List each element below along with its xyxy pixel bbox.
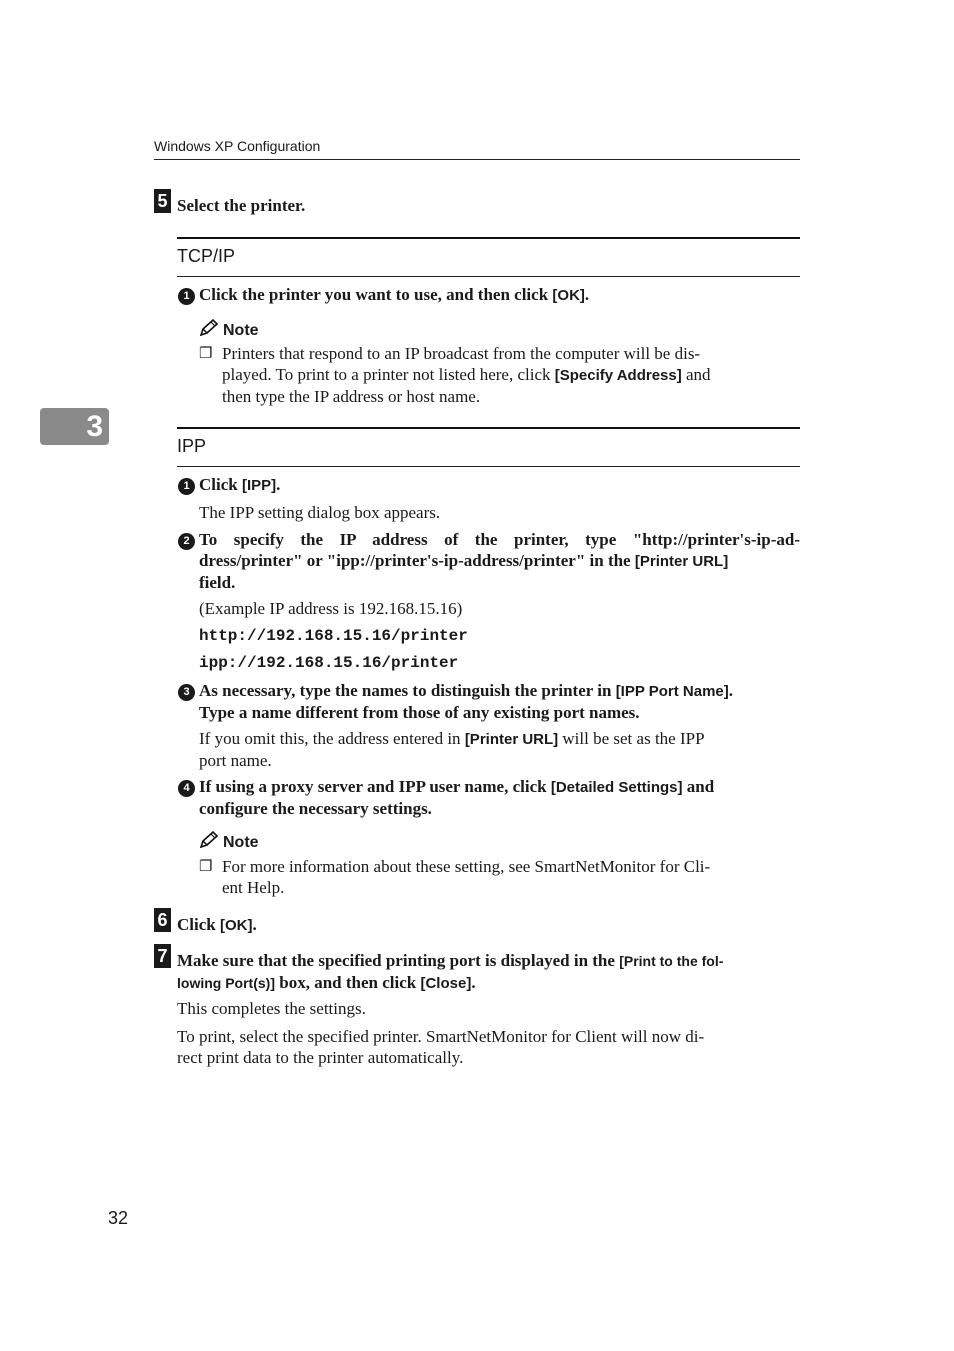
ipp-note-heading bbox=[199, 831, 259, 852]
ok-ref: [OK] bbox=[552, 287, 585, 304]
ipp-sub-2-text: To specify the IP address of the printer, type "http://printer's-ip-ad- dress/printer" or "ipp://printer's-ip-address/printer" in the [Printer URL] field. bbox=[199, 530, 800, 592]
ipp-top-rule bbox=[177, 427, 800, 429]
tcpip-note-heading bbox=[199, 319, 259, 340]
ipp-note-text: For more information about these setting, see SmartNetMonitor for Cli- ent Help. bbox=[222, 857, 711, 897]
running-header: Windows XP Configuration bbox=[154, 138, 321, 154]
tcpip-note-text: Printers that respond to an IP broadcast from the computer will be dis- played. To print to a printer not listed here, click [Specify Address] and then type the IP address or host name. bbox=[222, 344, 711, 406]
chapter-tab bbox=[40, 408, 109, 445]
close-ref: [Close] bbox=[420, 975, 472, 992]
specify-address-ref: [Specify Address] bbox=[554, 367, 682, 384]
printer-url-ref-2: [Printer URL] bbox=[464, 731, 559, 748]
ipp-sub-2-number: 2 bbox=[178, 533, 195, 550]
tcpip-heading: TCP/IP bbox=[177, 246, 236, 266]
ipp-sub-3-desc: If you omit this, the address entered in [Printer URL] will be set as the IPP port name. bbox=[199, 729, 705, 770]
note-label: Note bbox=[223, 322, 259, 339]
ipp-sub-1-number: 1 bbox=[178, 478, 195, 495]
step-7-text: Make sure that the specified printing port is displayed in the [Print to the fol- lowing Port(s)] box, and then click [Close]. bbox=[177, 951, 724, 992]
ipp-heading: IPP bbox=[177, 436, 207, 456]
page-number: 32 bbox=[108, 1208, 129, 1228]
ok-ref-2: [OK] bbox=[219, 917, 253, 934]
ipp-sub-1-desc: The IPP setting dialog box appears. bbox=[199, 503, 441, 522]
ipp-sub-4-text: If using a proxy server and IPP user name, click [Detailed Settings] and configure the necessary settings. bbox=[199, 777, 715, 818]
header-rule bbox=[154, 159, 800, 160]
step-6-text: Click [OK]. bbox=[177, 915, 257, 934]
pencil-icon bbox=[199, 319, 219, 337]
checkbox-bullet-icon: ❐ bbox=[199, 859, 213, 875]
step-5-text: Select the printer. bbox=[177, 196, 306, 215]
tcpip-top-rule bbox=[177, 237, 800, 239]
code-http-url: http://192.168.15.16/printer bbox=[199, 627, 468, 645]
tcpip-bottom-rule bbox=[177, 276, 800, 277]
checkbox-bullet-icon: ❐ bbox=[199, 346, 213, 362]
ipp-example-text: (Example IP address is 192.168.15.16) bbox=[199, 599, 463, 618]
ipp-ref: [IPP] bbox=[241, 477, 277, 494]
ipp-port-name-ref: [IPP Port Name] bbox=[615, 683, 729, 700]
ipp-sub-3-text: As necessary, type the names to distinguish the printer in [IPP Port Name]. Type a name different from those of any existing port names. bbox=[199, 681, 734, 722]
ipp-bottom-rule bbox=[177, 466, 800, 467]
ipp-sub-1-text: Click [IPP]. bbox=[199, 475, 281, 494]
chapter-number: 3 bbox=[86, 410, 103, 443]
code-ipp-url: ipp://192.168.15.16/printer bbox=[199, 654, 459, 672]
print-to-port-ref: [Print to the fol- bbox=[619, 953, 724, 969]
ipp-sub-4-number: 4 bbox=[178, 780, 195, 797]
step-5-number: 5 bbox=[154, 189, 171, 213]
step-6-number: 6 bbox=[154, 908, 171, 932]
ipp-sub-3-number: 3 bbox=[178, 684, 195, 701]
step-7-para-1: This completes the settings. bbox=[177, 999, 366, 1018]
printer-url-ref: [Printer URL] bbox=[634, 553, 729, 570]
tcpip-sub-1-number: 1 bbox=[178, 288, 195, 305]
step-7-para-2: To print, select the specified printer. SmartNetMonitor for Client will now di- rect print data to the printer automatically. bbox=[177, 1027, 705, 1067]
detailed-settings-ref: [Detailed Settings] bbox=[550, 779, 683, 796]
note-label: Note bbox=[223, 834, 259, 851]
tcpip-sub-1-text: Click the printer you want to use, and then click [OK]. bbox=[199, 285, 590, 304]
step-7-number: 7 bbox=[154, 944, 171, 968]
pencil-icon bbox=[199, 831, 219, 849]
